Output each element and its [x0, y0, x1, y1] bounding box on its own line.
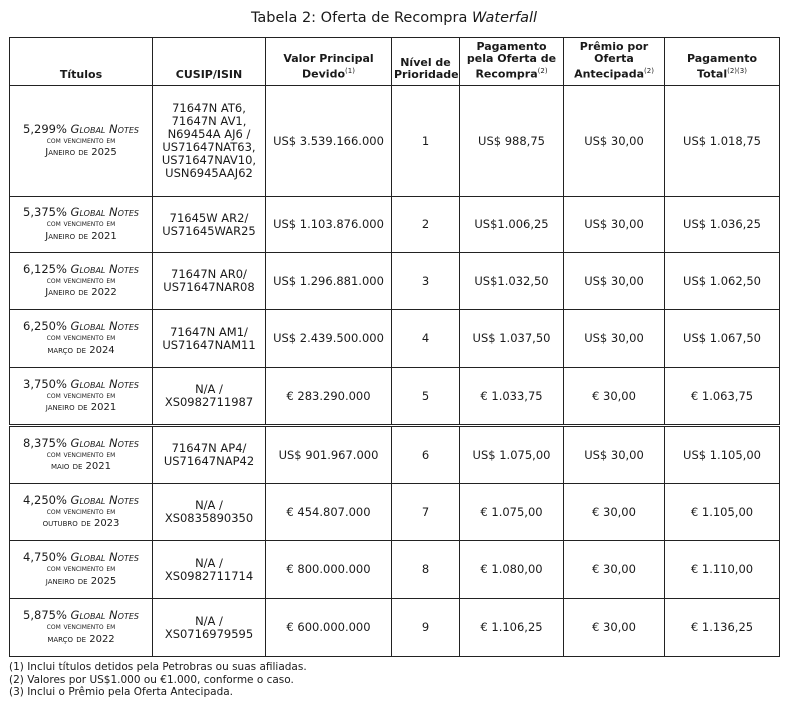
table-row — [10, 426, 780, 484]
security-maturity: Janeiro de 2025 — [45, 147, 117, 159]
cusip-isin-cell — [153, 541, 266, 599]
cusip-isin-line: US71647NAT63, — [162, 140, 256, 154]
security-maturity-prefix: com vencimento em — [46, 219, 116, 230]
early-tender-premium-cell: US$ 30,00 — [564, 253, 665, 310]
security-maturity-prefix: com vencimento em — [46, 564, 116, 575]
security-notes-type: Global Notes — [70, 492, 139, 507]
cusip-isin-cell — [153, 599, 266, 657]
column-header-label: Pagamento pela Oferta de Recompra — [466, 40, 557, 81]
security-maturity-prefix: com vencimento em — [46, 506, 116, 517]
tender-payment-cell: US$1.032,50 — [460, 253, 564, 310]
column-header-5 — [564, 38, 665, 86]
priority-level-cell: 4 — [392, 310, 460, 368]
tender-payment-cell: € 1.033,75 — [460, 368, 564, 426]
security-title-cell — [10, 541, 153, 599]
security-maturity: março de 2022 — [47, 633, 115, 645]
cusip-isin-line: US71647NAP42 — [163, 454, 255, 468]
cusip-isin-line: 71647N AT6, — [172, 101, 246, 115]
cusip-isin-line: US71647NAM11 — [162, 337, 256, 352]
footnote: (3) Inclui o Prêmio pela Oferta Antecipada. — [9, 686, 234, 698]
tender-payment-cell: US$ 1.037,50 — [460, 310, 564, 368]
security-title-cell — [10, 253, 153, 310]
principal-amount-cell: € 600.000.000 — [266, 599, 392, 657]
column-header-2 — [266, 38, 392, 86]
security-notes-type: Global Notes — [70, 608, 139, 623]
security-maturity: maio de 2021 — [50, 461, 112, 473]
security-title-cell — [10, 426, 153, 484]
table-row — [10, 368, 780, 426]
early-tender-premium-cell: US$ 30,00 — [564, 86, 665, 197]
total-payment-cell: US$ 1.062,50 — [665, 253, 780, 310]
table-row — [10, 310, 780, 368]
security-notes-type: Global Notes — [70, 205, 139, 220]
security-maturity: Janeiro de 2022 — [45, 287, 117, 299]
priority-level-cell: 6 — [392, 426, 460, 484]
principal-amount-cell: US$ 1.296.881.000 — [266, 253, 392, 310]
cusip-isin-line: USN6945AAJ62 — [165, 166, 253, 180]
footnotes — [9, 661, 779, 699]
security-rate: 8,375% — [23, 435, 67, 450]
column-header-label: Nível de Prioridade — [394, 56, 459, 81]
early-tender-premium-cell: US$ 30,00 — [564, 310, 665, 368]
security-notes-type: Global Notes — [70, 550, 139, 565]
security-maturity: janeiro de 2021 — [45, 402, 117, 414]
tender-payment-cell: € 1.075,00 — [460, 484, 564, 541]
column-header-0 — [10, 38, 153, 86]
security-rate: 6,250% — [23, 319, 67, 334]
cusip-isin-cell — [153, 253, 266, 310]
tender-payment-cell: € 1.106,25 — [460, 599, 564, 657]
column-header-label: Prêmio por Oferta Antecipada — [574, 40, 649, 81]
column-header-footnote-ref: (2) — [644, 67, 654, 76]
security-rate-line — [12, 437, 150, 450]
tender-payment-cell: US$ 1.075,00 — [460, 426, 564, 484]
security-rate-line — [12, 263, 150, 276]
security-rate: 5,299% — [23, 121, 67, 136]
column-header-label: CUSIP/ISIN — [175, 68, 243, 81]
security-title-cell — [10, 599, 153, 657]
security-maturity-prefix: com vencimento em — [46, 449, 116, 460]
total-payment-cell: € 1.136,25 — [665, 599, 780, 657]
security-rate: 3,750% — [23, 376, 67, 391]
principal-amount-cell: US$ 3.539.166.000 — [266, 86, 392, 197]
cusip-isin-line: N/A / — [195, 555, 223, 570]
security-maturity-prefix: com vencimento em — [46, 622, 116, 633]
priority-level-cell: 7 — [392, 484, 460, 541]
early-tender-premium-cell: US$ 30,00 — [564, 197, 665, 253]
footnote: (2) Valores por US$1.000 ou €1.000, conforme o caso. — [9, 673, 294, 686]
security-rate-line — [12, 494, 150, 507]
security-notes-type: Global Notes — [70, 261, 139, 276]
cusip-isin-line: XS0982711987 — [164, 395, 254, 409]
total-payment-cell: US$ 1.036,25 — [665, 197, 780, 253]
tender-payment-cell: € 1.080,00 — [460, 541, 564, 599]
cusip-isin-line: US71647NAV10, — [161, 153, 257, 167]
cusip-isin-line: N/A / — [195, 498, 223, 512]
security-maturity: janeiro de 2025 — [45, 575, 117, 587]
principal-amount-cell: US$ 2.439.500.000 — [266, 310, 392, 368]
column-header-3 — [392, 38, 460, 86]
security-rate-line — [12, 206, 150, 219]
security-title-cell — [10, 484, 153, 541]
cusip-isin-line: XS0982711714 — [164, 568, 254, 583]
security-title-cell — [10, 310, 153, 368]
security-rate-line — [12, 609, 150, 622]
cusip-isin-cell — [153, 310, 266, 368]
column-header-label: Títulos — [59, 68, 103, 81]
cusip-isin-line: N69454A AJ6 / — [167, 127, 251, 141]
security-notes-type: Global Notes — [70, 376, 139, 391]
early-tender-premium-cell: € 30,00 — [564, 484, 665, 541]
early-tender-premium-cell: US$ 30,00 — [564, 426, 665, 484]
priority-level-cell: 9 — [392, 599, 460, 657]
cusip-isin-line: XS0716979595 — [164, 626, 254, 641]
table-row — [10, 86, 780, 197]
tender-payment-cell: US$ 988,75 — [460, 86, 564, 197]
total-payment-cell: US$ 1.018,75 — [665, 86, 780, 197]
security-rate: 5,375% — [23, 205, 67, 220]
column-header-6 — [665, 38, 780, 86]
security-rate-line — [12, 551, 150, 564]
column-header-4 — [460, 38, 564, 86]
security-rate-line — [12, 320, 150, 333]
cusip-isin-line: US71645WAR25 — [162, 223, 256, 238]
security-maturity-prefix: com vencimento em — [46, 333, 116, 344]
cusip-isin-line: 71647N AR0/ — [171, 267, 247, 281]
security-maturity-prefix: com vencimento em — [46, 275, 116, 286]
column-header-footnote-ref: (2)(3) — [727, 67, 747, 76]
priority-level-cell: 3 — [392, 253, 460, 310]
table-title-italic: Waterfall — [471, 10, 538, 26]
early-tender-premium-cell: € 30,00 — [564, 541, 665, 599]
cusip-isin-cell — [153, 368, 266, 426]
security-rate: 6,125% — [23, 261, 67, 276]
security-notes-type: Global Notes — [70, 319, 139, 334]
principal-amount-cell: US$ 901.967.000 — [266, 426, 392, 484]
security-rate: 5,875% — [23, 608, 67, 623]
column-header-label: Pagamento Total — [686, 52, 758, 81]
table-row — [10, 253, 780, 310]
priority-level-cell: 1 — [392, 86, 460, 197]
principal-amount-cell: € 283.290.000 — [266, 368, 392, 426]
cusip-isin-cell — [153, 197, 266, 253]
table-row — [10, 484, 780, 541]
column-header-footnote-ref: (1) — [345, 67, 355, 76]
principal-amount-cell: € 800.000.000 — [266, 541, 392, 599]
security-rate: 4,250% — [23, 492, 67, 507]
table-row — [10, 541, 780, 599]
security-notes-type: Global Notes — [70, 121, 139, 136]
cusip-isin-line: 71647N AM1/ — [170, 324, 248, 339]
priority-level-cell: 2 — [392, 197, 460, 253]
table-body — [10, 86, 780, 657]
tender-payment-cell: US$1.006,25 — [460, 197, 564, 253]
early-tender-premium-cell: € 30,00 — [564, 368, 665, 426]
column-header-label: Valor Principal Devido — [283, 52, 374, 81]
security-maturity-prefix: com vencimento em — [46, 135, 116, 146]
security-maturity: Janeiro de 2021 — [45, 230, 117, 242]
security-title-cell — [10, 197, 153, 253]
total-payment-cell: US$ 1.105,00 — [665, 426, 780, 484]
cusip-isin-cell — [153, 484, 266, 541]
total-payment-cell: € 1.105,00 — [665, 484, 780, 541]
cusip-isin-line: N/A / — [195, 382, 223, 396]
total-payment-cell: € 1.110,00 — [665, 541, 780, 599]
principal-amount-cell: US$ 1.103.876.000 — [266, 197, 392, 253]
footnote: (1) Inclui títulos detidos pela Petrobras ou suas afiliadas. — [9, 661, 307, 673]
column-header-footnote-ref: (2) — [537, 67, 548, 76]
table-row — [10, 599, 780, 657]
table-row — [10, 197, 780, 253]
early-tender-premium-cell: € 30,00 — [564, 599, 665, 657]
column-header-1 — [153, 38, 266, 86]
cusip-isin-cell — [153, 86, 266, 197]
security-rate: 4,750% — [23, 550, 67, 565]
table-title — [0, 8, 788, 28]
cusip-isin-line: 71647N AP4/ — [171, 441, 247, 455]
security-maturity: março de 2024 — [47, 344, 115, 356]
cusip-isin-line: XS0835890350 — [164, 511, 254, 525]
total-payment-cell: € 1.063,75 — [665, 368, 780, 426]
cusip-isin-cell — [153, 426, 266, 484]
security-maturity: outubro de 2023 — [42, 518, 120, 530]
cusip-isin-line: 71647N AV1, — [171, 114, 247, 128]
priority-level-cell: 8 — [392, 541, 460, 599]
security-rate-line — [12, 123, 150, 136]
table-title-text: Tabela 2: Oferta de Recompra — [250, 10, 468, 26]
security-notes-type: Global Notes — [70, 435, 139, 450]
cusip-isin-line: US71647NAR08 — [163, 280, 255, 294]
security-maturity-prefix: com vencimento em — [46, 390, 116, 401]
security-rate-line — [12, 378, 150, 391]
cusip-isin-line: 71645W AR2/ — [169, 210, 249, 225]
waterfall-table — [9, 37, 780, 657]
priority-level-cell: 5 — [392, 368, 460, 426]
total-payment-cell: US$ 1.067,50 — [665, 310, 780, 368]
principal-amount-cell: € 454.807.000 — [266, 484, 392, 541]
security-title-cell — [10, 86, 153, 197]
cusip-isin-line: N/A / — [195, 613, 223, 628]
header-row — [10, 38, 780, 86]
security-title-cell — [10, 368, 153, 426]
